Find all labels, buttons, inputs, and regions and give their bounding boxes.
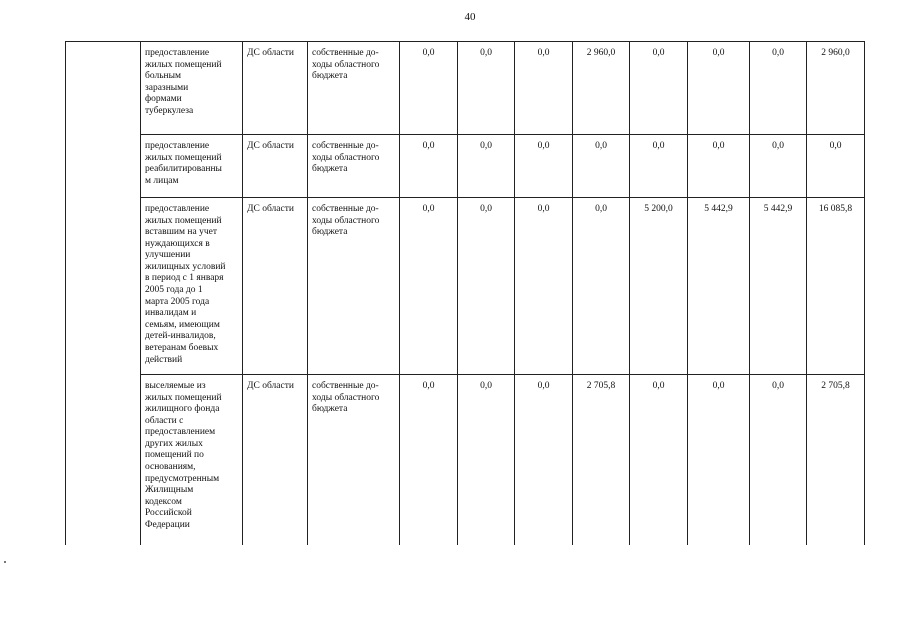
value-cell: 0,0 xyxy=(458,135,515,198)
recipient-cell: ДС области xyxy=(243,375,308,546)
recipient-cell: ДС области xyxy=(243,42,308,135)
value-cell: 0,0 xyxy=(400,375,458,546)
value-cell: 5 442,9 xyxy=(750,198,807,375)
value-cell: 0,0 xyxy=(458,375,515,546)
value-cell: 0,0 xyxy=(573,135,630,198)
total-cell: 2 705,8 xyxy=(807,375,865,546)
source-cell: собственные до- ходы областного бюджета xyxy=(308,198,400,375)
value-cell: 5 442,9 xyxy=(688,198,750,375)
budget-table xyxy=(65,41,865,545)
description-cell: выселяемые из жилых помещений жилищного фонда области с предоставлением других жилых помещений по основаниям, предусмотренным Жилищным кодексом Российской Федерации xyxy=(141,375,243,546)
value-cell: 0,0 xyxy=(688,42,750,135)
value-cell: 0,0 xyxy=(573,198,630,375)
page-number: 40 xyxy=(464,11,476,23)
source-cell: собственные до- ходы областного бюджета xyxy=(308,42,400,135)
value-cell: 0,0 xyxy=(400,198,458,375)
recipient-cell: ДС области xyxy=(243,198,308,375)
value-cell: 0,0 xyxy=(750,375,807,546)
value-cell: 5 200,0 xyxy=(630,198,688,375)
table-row xyxy=(66,198,865,375)
source-cell: собственные до- ходы областного бюджета xyxy=(308,135,400,198)
value-cell: 0,0 xyxy=(515,42,573,135)
value-cell: 0,0 xyxy=(515,198,573,375)
program-cell xyxy=(66,42,141,546)
value-cell: 0,0 xyxy=(630,135,688,198)
value-cell: 0,0 xyxy=(750,135,807,198)
value-cell: 2 960,0 xyxy=(573,42,630,135)
description-cell: предоставление жилых помещений больным заразными формами туберкулеза xyxy=(141,42,243,135)
value-cell: 2 705,8 xyxy=(573,375,630,546)
value-cell: 0,0 xyxy=(630,375,688,546)
description-cell: предоставление жилых помещений реабилитированны м лицам xyxy=(141,135,243,198)
value-cell: 0,0 xyxy=(515,375,573,546)
scan-speck xyxy=(4,561,6,563)
value-cell: 0,0 xyxy=(458,42,515,135)
recipient-cell: ДС области xyxy=(243,135,308,198)
value-cell: 0,0 xyxy=(688,135,750,198)
total-cell: 16 085,8 xyxy=(807,198,865,375)
table-row xyxy=(66,42,865,135)
value-cell: 0,0 xyxy=(400,135,458,198)
table-row xyxy=(66,375,865,546)
value-cell: 0,0 xyxy=(458,198,515,375)
value-cell: 0,0 xyxy=(630,42,688,135)
table-row xyxy=(66,135,865,198)
value-cell: 0,0 xyxy=(515,135,573,198)
value-cell: 0,0 xyxy=(688,375,750,546)
description-cell: предоставление жилых помещений вставшим на учет нуждающихся в улучшении жилищных условий в период с 1 января 2005 года до 1 марта 2005 года инвалидам и семьям, имеющим детей-инвалидов, ветеранам боевых действий xyxy=(141,198,243,375)
value-cell: 0,0 xyxy=(750,42,807,135)
source-cell: собственные до- ходы областного бюджета xyxy=(308,375,400,546)
total-cell: 2 960,0 xyxy=(807,42,865,135)
value-cell: 0,0 xyxy=(400,42,458,135)
total-cell: 0,0 xyxy=(807,135,865,198)
